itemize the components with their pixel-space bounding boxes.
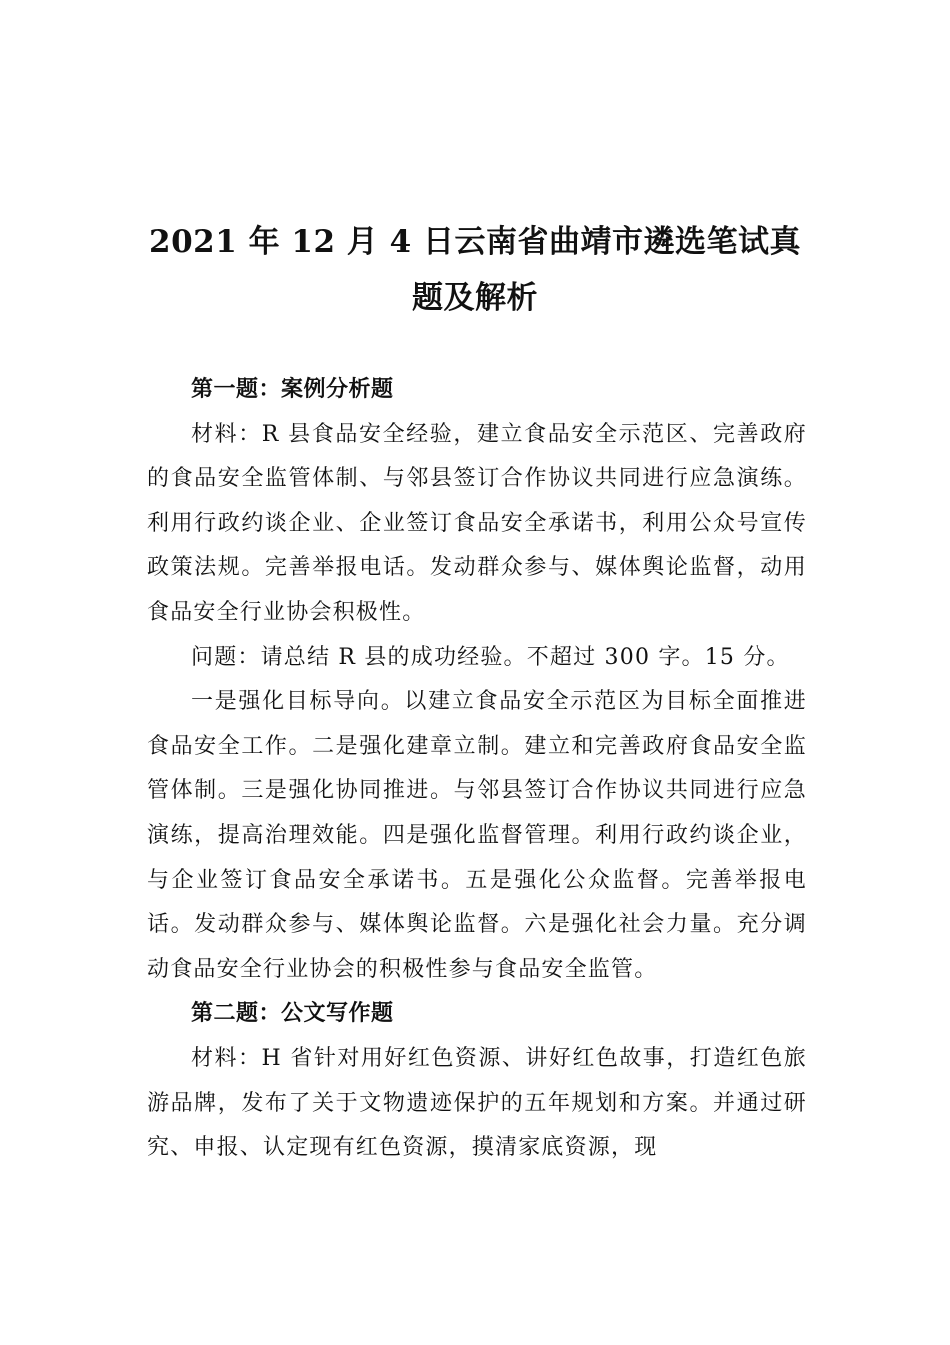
section-1-material: 材料：R 县食品安全经验，建立食品安全示范区、完善政府的食品安全监管体制、与邻县签订合作协议共同进行应急演练。利用行政约谈企业、企业签订食品安全承诺书，利用公众号宣传政策法规。完善举报电话。发动群众参与、媒体舆论监督，动用食品安全行业协会积极性。 [147, 421, 807, 625]
section-2-heading: 第二题：公文写作题 [191, 1001, 394, 1027]
section-1-question: 问题：请总结 R 县的成功经验。不超过 300 字。15 分。 [191, 644, 790, 670]
document-title [120, 214, 830, 326]
section-1-answer: 一是强化目标导向。以建立食品安全示范区为目标全面推进食品安全工作。二是强化建章立制。建立和完善政府食品安全监管体制。三是强化协同推进。与邻县签订合作协议共同进行应急演练，提高治理效能。四是强化监督管理。利用行政约谈企业，与企业签订食品安全承诺书。五是强化公众监督。完善举报电话。发动群众参与、媒体舆论监督。六是强化社会力量。充分调动食品安全行业协会的积极性参与食品安全监管。 [147, 689, 807, 982]
document-body [147, 368, 807, 1171]
section-2-material: 材料：H 省针对用好红色资源、讲好红色故事，打造红色旅游品牌，发布了关于文物遗迹保护的五年规划和方案。并通过研究、申报、认定现有红色资源，摸清家底资源，现 [147, 1045, 807, 1161]
title-line-2: 题及解析 [412, 280, 538, 316]
title-line-1: 2021 年 12 月 4 日云南省曲靖市遴选笔试真 [149, 224, 801, 260]
section-1-heading: 第一题：案例分析题 [191, 377, 394, 402]
